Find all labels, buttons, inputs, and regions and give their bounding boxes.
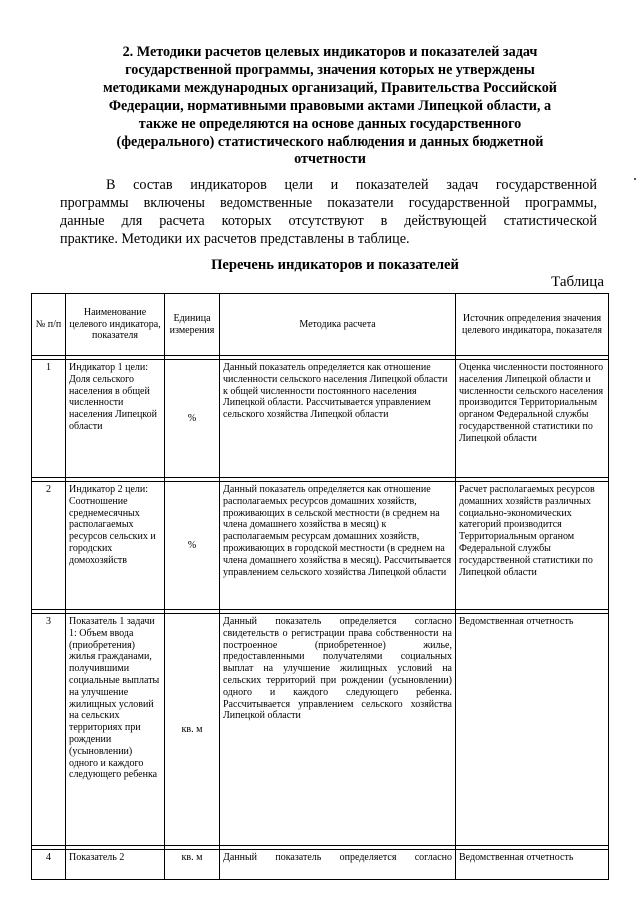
row-method: Данный показатель определяется согласно свидетельств о регистрации права собственности на построенное (приобретенное) жилье, предоставленными получателями социальных выплат на улучшение жилищных условий на сельских территорий при рождении (усыновлении) одного и каждого следующего ребенка. Рассчитывается управлением сельского хозяйства Липецкой области xyxy=(220,614,456,846)
heading-line: 2. Методики расчетов целевых индикаторов и показателей задач xyxy=(122,44,538,60)
row-source: Ведомственная отчетность xyxy=(456,850,609,880)
row-unit: кв. м xyxy=(165,614,220,846)
section-heading xyxy=(60,44,600,169)
row-num: 3 xyxy=(32,614,66,846)
header-name: Наименование целевого индикатора, показателя xyxy=(66,294,165,356)
intro-line: данные для расчета которых отсутствуют в действующей статистической xyxy=(60,212,597,229)
intro-paragraph xyxy=(60,177,597,249)
row-source: Оценка численности постоянного населения Липецкой области и численности сельского населения производится Территориальным органом Федеральной службы государственной статистики по Липецкой области xyxy=(456,360,609,478)
header-num: № п/п xyxy=(32,294,66,356)
header-unit: Единица измерения xyxy=(165,294,220,356)
heading-line: государственной программы, значения которых не утверждены xyxy=(125,61,535,78)
row-unit: % xyxy=(165,482,220,610)
intro-line: практике. Методики их расчетов представлены в таблице. xyxy=(60,230,410,247)
row-source: Расчет располагаемых ресурсов домашних хозяйств различных социально-экономических категорий производится Территориальным органом Федеральной службы государственной статистики по Липецкой области xyxy=(456,482,609,610)
row-num: 2 xyxy=(32,482,66,610)
heading-line: (федерального) статистического наблюдения и данных бюджетной xyxy=(116,133,544,150)
row-name: Показатель 2 xyxy=(66,850,165,880)
table-header-row xyxy=(32,294,609,356)
row-num: 4 xyxy=(32,850,66,880)
row-method-text: Данный показатель определяется согласно xyxy=(223,852,452,863)
row-method: Данный показатель определяется как отношение располагаемых ресурсов домашних хозяйств, проживающих в сельской местности (в среднем на члена домашнего хозяйства в месяц) к располагаемым ресурсам домашних хозяйств, проживающих в городской местности (в среднем на члена домашнего хозяйства в месяц). Рассчитывается управлением сельского хозяйства Липецкой области xyxy=(220,482,456,610)
row-method xyxy=(220,850,456,880)
row-unit: кв. м xyxy=(165,850,220,880)
intro-line: программы включены ведомственные показатели государственной программы, xyxy=(60,194,597,211)
row-name: Индикатор 2 цели: Соотношение среднемесячных располагаемых ресурсов сельских и городских домохозяйств xyxy=(66,482,165,610)
row-num: 1 xyxy=(32,360,66,478)
table-row xyxy=(32,360,609,478)
table-row xyxy=(32,482,609,610)
row-source: Ведомственная отчетность xyxy=(456,614,609,846)
heading-line: отчетности xyxy=(294,151,366,168)
heading-line: Федерации, нормативными правовыми актами Липецкой области, а xyxy=(108,97,552,114)
row-name: Индикатор 1 цели: Доля сельского населения в общей численности населения Липецкой области xyxy=(66,360,165,478)
row-name: Показатель 1 задачи 1: Объем ввода (приобретения) жилья гражданами, получившими социальные выплаты на улучшение жилищных условий на сельских территориях при рождении (усыновлении) одного и каждого следующего ребенка xyxy=(66,614,165,846)
heading-line: также не определяются на основе данных государственного xyxy=(138,115,522,132)
scan-mark xyxy=(634,178,636,180)
table-row xyxy=(32,614,609,846)
indicators-table xyxy=(31,293,609,880)
row-unit: % xyxy=(165,360,220,478)
heading-line: методиками международных организаций, Правительства Российской xyxy=(103,79,557,96)
intro-line: В состав индикаторов цели и показателей задач государственной xyxy=(106,177,597,193)
row-method: Данный показатель определяется как отношение численности сельского населения Липецкой области к общей численности постоянного населения Липецкой области. Рассчитывается управлением сельского хозяйства Липецкой области xyxy=(220,360,456,478)
table-label: Таблица xyxy=(551,274,604,290)
list-title: Перечень индикаторов и показателей xyxy=(211,257,459,273)
header-method: Методика расчета xyxy=(220,294,456,356)
header-source: Источник определения значения целевого индикатора, показателя xyxy=(456,294,609,356)
table-row xyxy=(32,850,609,880)
